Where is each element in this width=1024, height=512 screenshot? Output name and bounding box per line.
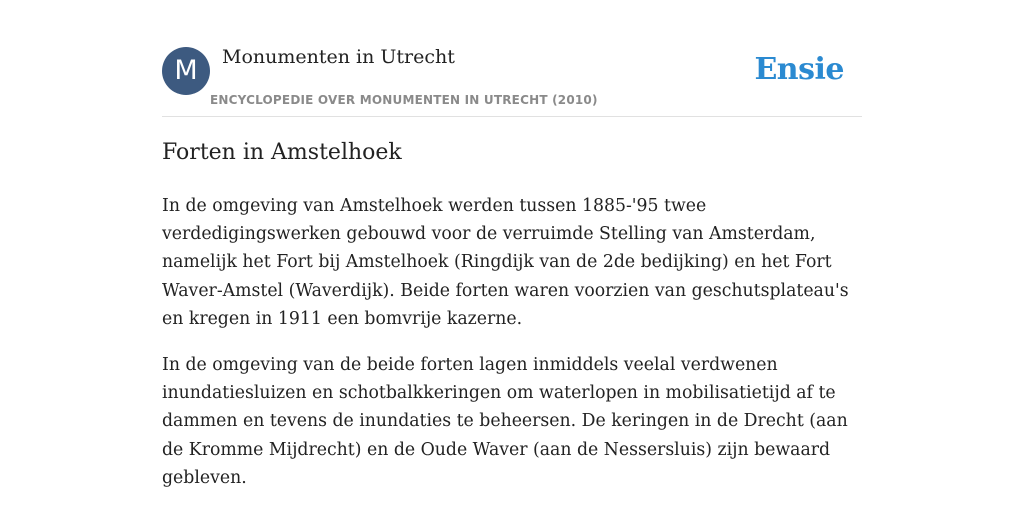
article-paragraph-1: In de omgeving van Amstelhoek werden tussen 1885-'95 twee verdedigingswerken gebouwd voor de verruimde Stelling van Amsterdam, namelijk het Fort bij Amstelhoek (Ringdijk van de 2de bedijking) en het Fort Waver-Amstel (Waverdijk). Beide forten waren voorzien van geschutsplateau's en kregen in 1911 een bomvrije kazerne.: [162, 196, 849, 329]
source-subtitle: ENCYCLOPEDIE OVER MONUMENTEN IN UTRECHT (2010): [210, 93, 598, 107]
ensie-logo[interactable]: Ensie: [754, 52, 844, 87]
source-title[interactable]: Monumenten in Utrecht: [222, 46, 455, 68]
article-paragraph-2: In de omgeving van de beide forten lagen inmiddels veelal verdwenen inundatiesluizen en schotbalkkeringen om waterlopen in mobilisatietijd af te dammen en tevens de inundaties te beheersen. De keringen in de Drecht (aan de Kromme Mijdrecht) en de Oude Waver (aan de Nessersluis) zijn bewaard gebleven.: [162, 355, 848, 488]
article-title: Forten in Amstelhoek: [162, 140, 402, 165]
avatar[interactable]: M: [162, 47, 210, 95]
header: [162, 0, 862, 117]
